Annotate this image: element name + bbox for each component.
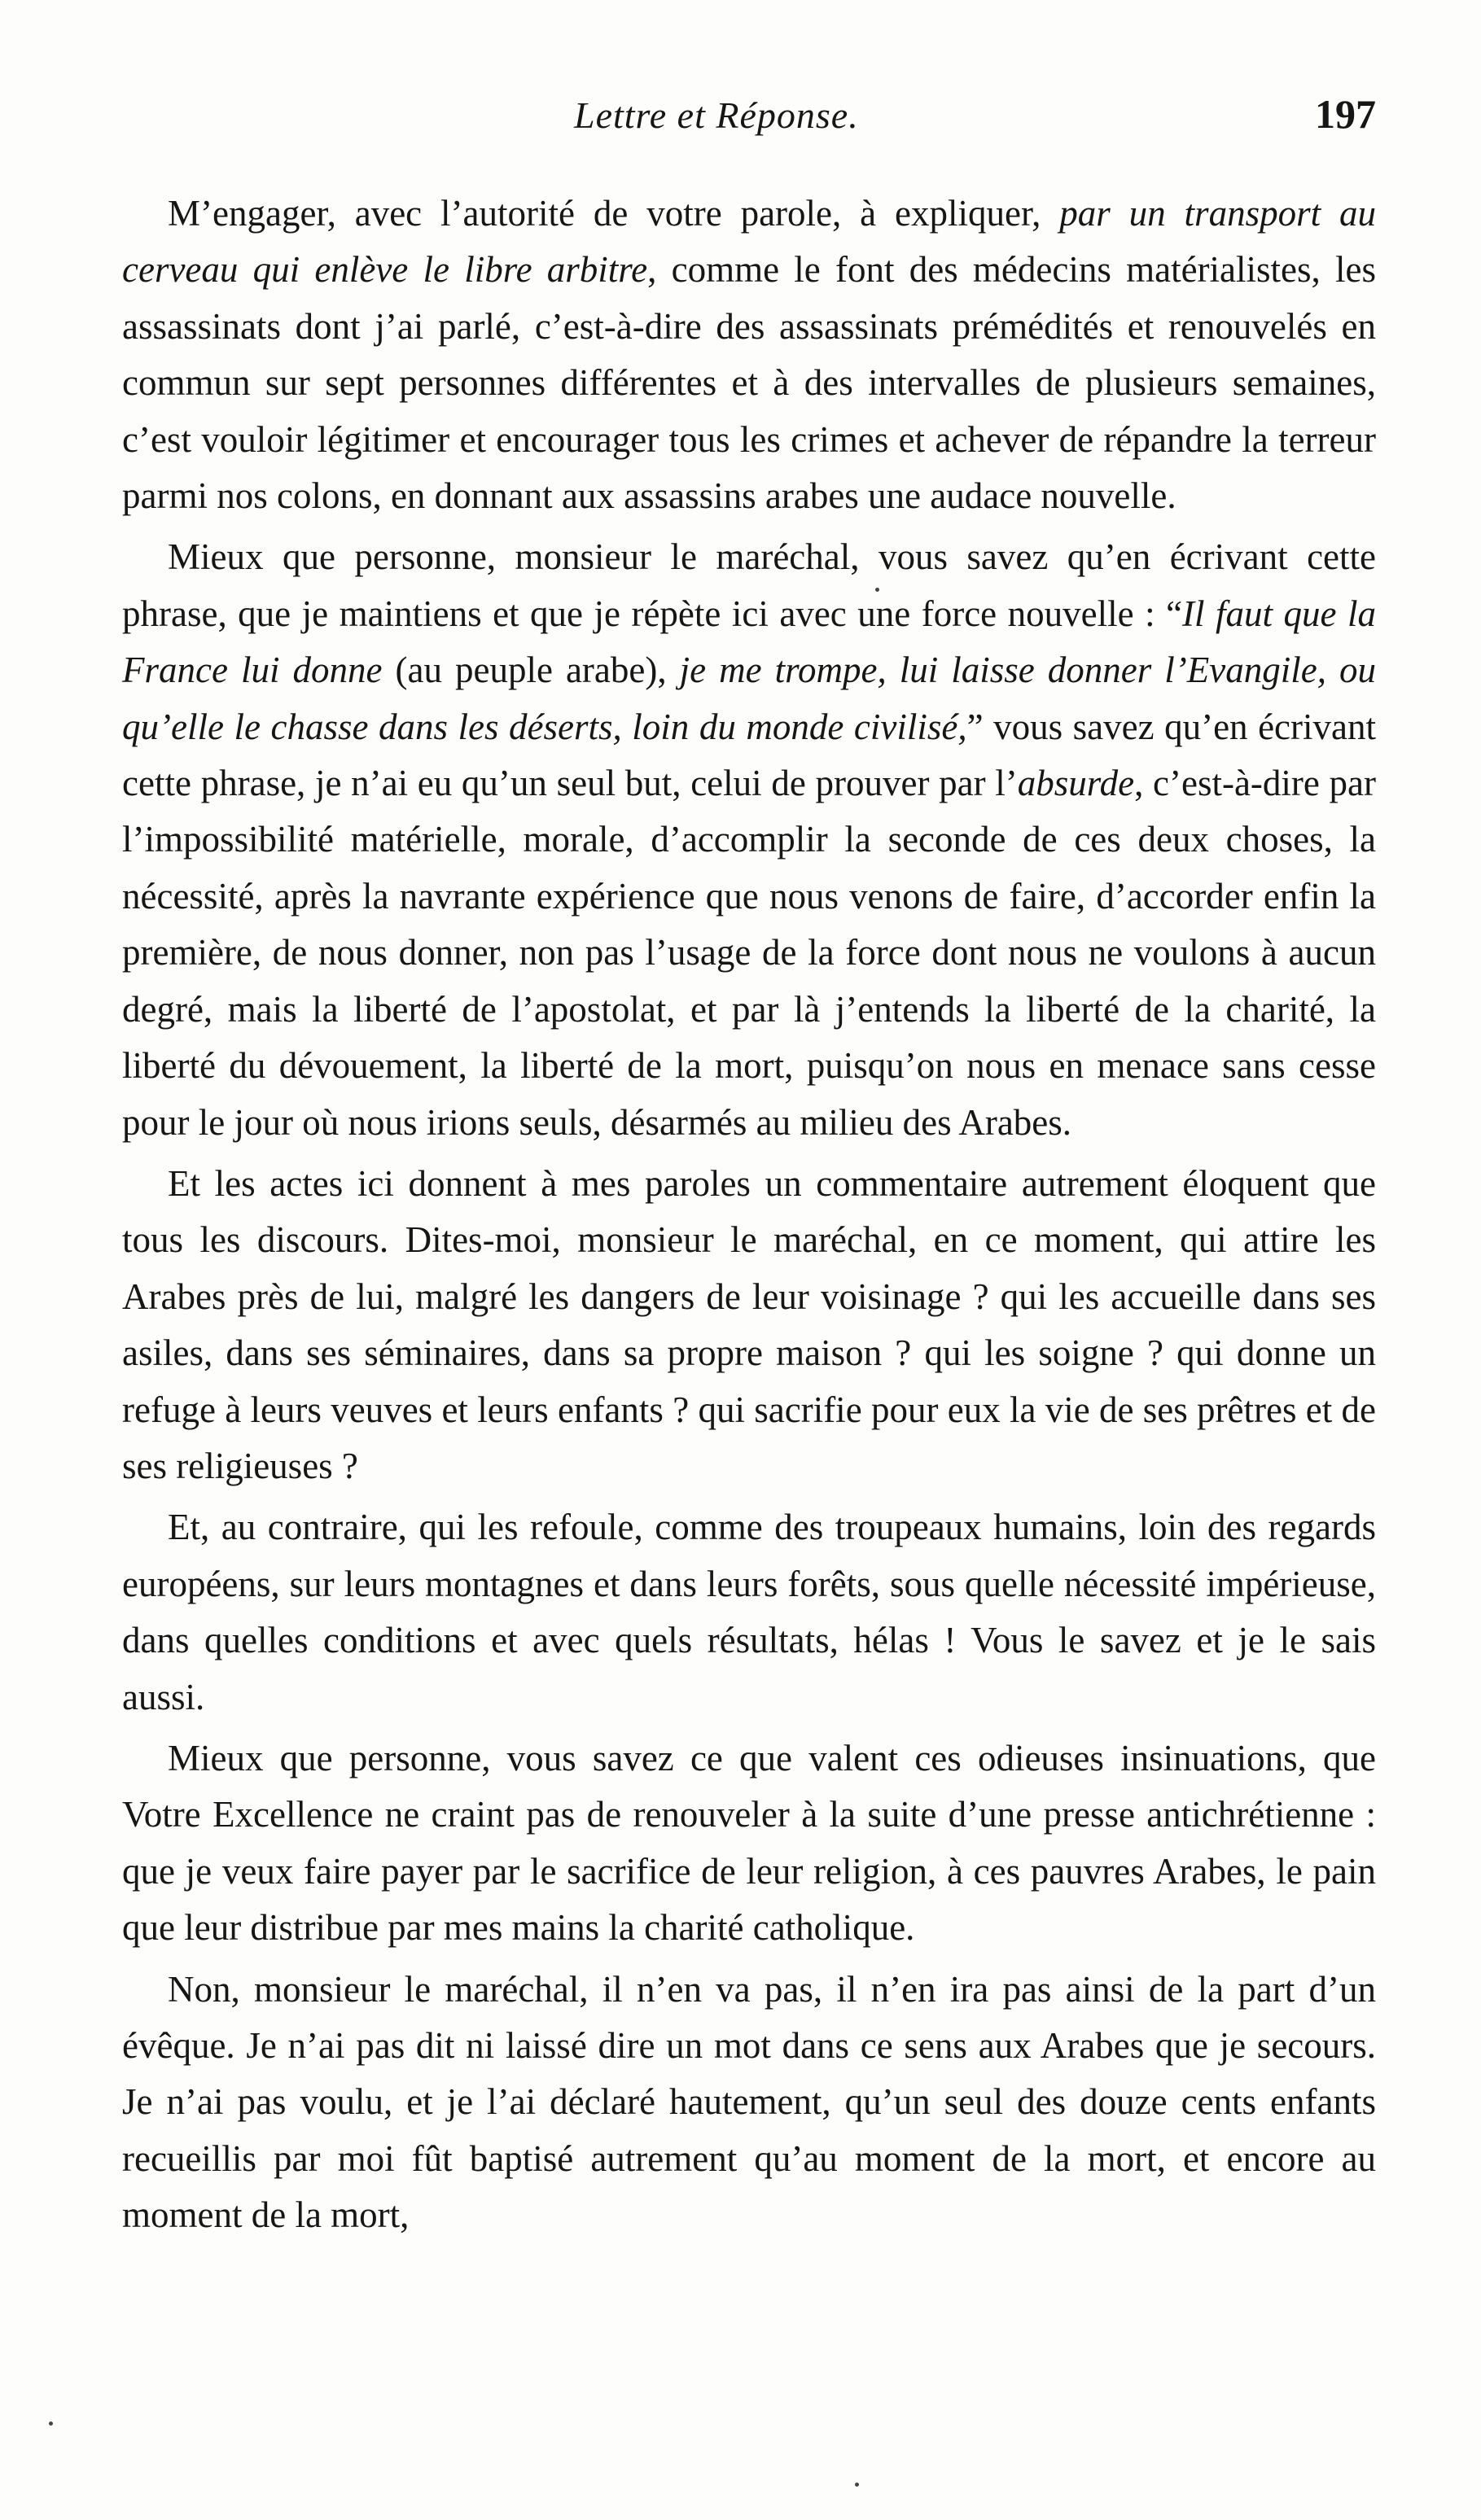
paragraph-4: Et, au contraire, qui les refoule, comme des troupeaux humains, loin des regards européens, sur leurs montagnes et dans leurs forêts, sous quelle nécessité impérieuse, dans quelles conditions et avec quels résultats, hélas ! Vous le savez et je le sais aussi. [122, 1507, 1376, 1717]
paragraph-3: Et les actes ici donnent à mes paroles un commentaire autrement éloquent que tous les discours. Dites-moi, monsieur le maréchal, en ce moment, qui attire les Arabes près de lui, malgré les dangers de leur voisinage ? qui les accueille dans ses asiles, dans ses séminaires, dans sa propre maison ? qui les soigne ? qui donne un refuge à leurs veuves et leurs enfants ? qui sacrifie pour eux la vie de ses prêtres et de ses religieuses ? [122, 1162, 1376, 1486]
print-speck [49, 2422, 53, 2426]
paragraph-5: Mieux que personne, vous savez ce que valent ces odieuses insinuations, que Votre Excellence ne craint pas de renouveler à la suite d’une presse antichrétienne : que je veux faire payer par le sacrifice de leur religion, à ces pauvres Arabes, le pain que leur distribue par mes mains la charité catholique. [122, 1737, 1376, 1949]
page-number: 197 [1315, 91, 1376, 137]
paragraph-2-italic-quote-2: je me trompe, lui laisse donner l’Evangile, ou qu’elle le chasse dans les déserts, loin du monde civilisé, [122, 650, 1376, 747]
paragraph-2-text-g: , c’est-à-dire par l’impossibilité matérielle, morale, d’accomplir la seconde de ces deux choses, la nécessité, après la navrante expérience que nous venons de faire, d’accorder enfin la première, de nous donner, non pas l’usage de la force dont nous ne voulons à aucun degré, mais la liberté de l’apostolat, et par là j’entends la liberté de la charité, la liberté du dévouement, la liberté de la mort, puisqu’on nous en menace sans cesse pour le jour où nous irions seuls, désarmés au milieu des Arabes. [122, 763, 1376, 1143]
page-header [122, 91, 1376, 151]
paragraph-2-text-c: (au peuple arabe), [382, 650, 680, 691]
paragraph-2-text-e: ” vous savez qu’en écrivant cette phrase, je n’ai eu qu’un seul but, celui de prouver par l’ [122, 706, 1376, 804]
body-text [122, 186, 1376, 2249]
paragraph-1 [122, 186, 1376, 524]
print-speck [875, 588, 879, 592]
print-speck [855, 2483, 859, 2487]
running-title: Lettre et Réponse. [574, 94, 859, 136]
paragraph-2-text-a: Mieux que personne, monsieur le maréchal, vous savez qu’en écrivant cette phrase, que je maintiens et que je répète ici avec une force nouvelle : “ [122, 536, 1376, 634]
paragraph-2-italic-word: absurde [1017, 763, 1135, 804]
paragraph-1-italic-quote: par un transport au cerveau qui enlève le libre arbitre [122, 193, 1376, 291]
paragraph-1-text-c: , comme le font des médecins matérialistes, les assassinats dont j’ai parlé, c’est-à-dire des assassinats prémédités et renouvelés en commun sur sept personnes différentes et à des intervalles de plusieurs semaines, c’est vouloir légitimer et encourager tous les crimes et achever de répandre la terreur parmi nos colons, en donnant aux assassins arabes une audace nouvelle. [122, 249, 1376, 517]
paragraph-2-italic-quote-1: Il faut que la France lui donne [122, 593, 1376, 691]
paragraph-1-text-a: M’engager, avec l’autorité de votre parole, à expliquer, [168, 193, 1060, 234]
paragraph-6: Non, monsieur le maréchal, il n’en va pas, il n’en ira pas ainsi de la part d’un évêque. Je n’ai pas dit ni laissé dire un mot dans ce sens aux Arabes que je secours. Je n’ai pas voulu, et je l’ai déclaré hautement, qu’un seul des douze cents enfants recueillis par moi fût baptisé autrement qu’au moment de la mort, et encore au moment de la mort, [122, 1968, 1376, 2236]
paragraph-2 [122, 529, 1376, 1150]
